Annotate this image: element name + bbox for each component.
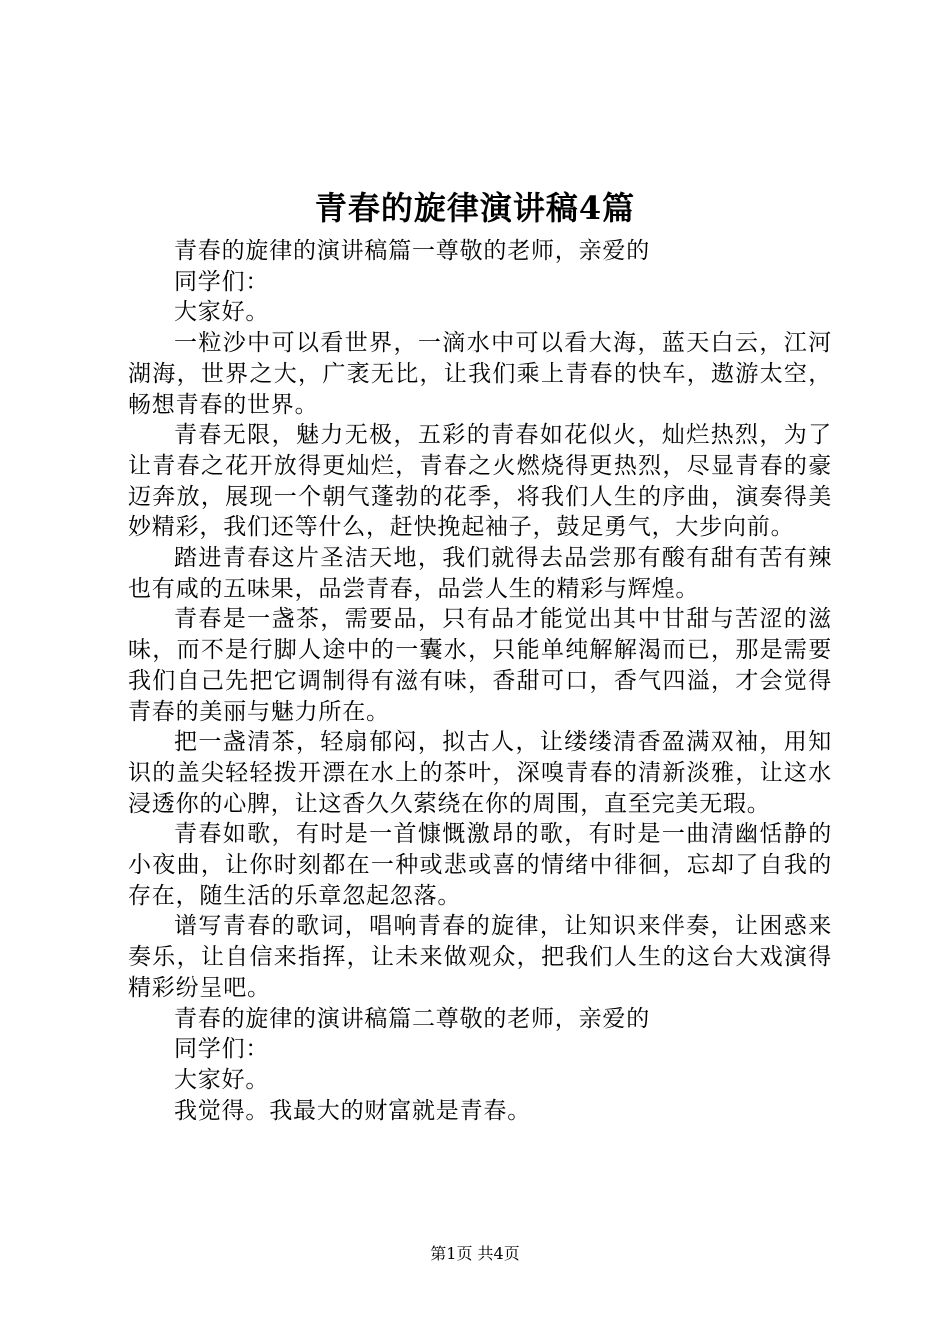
page-footer: 第1页 共4页 [430, 1244, 520, 1263]
paragraph: 大家好。 [174, 1066, 270, 1093]
paragraph: 青春如歌，有时是一首慷慨激昂的歌，有时是一曲清幽恬静的小夜曲，让你时刻都在一种或悲或喜的情绪中徘徊，忘却了自我的存在，随生活的乐章忽起忽落。 [128, 821, 832, 909]
paragraph: 大家好。 [174, 299, 270, 326]
document-title: 青春的旋律演讲稿4篇 [314, 189, 636, 227]
paragraph: 我觉得。我最大的财富就是青春。 [174, 1097, 531, 1124]
paragraph: 青春无限，魅力无极，五彩的青春如花似火，灿烂热烈，为了让青春之花开放得更灿烂，青春之火燃烧得更热烈，尽显青春的豪迈奔放，展现一个朝气蓬勃的花季，将我们人生的序曲，演奏得美妙精彩，我们还等什么，赶快挽起袖子，鼓足勇气，大步向前。 [128, 422, 832, 541]
paragraph: 一粒沙中可以看世界，一滴水中可以看大海，蓝天白云，江河湖海，世界之大，广袤无比，让我们乘上青春的快车，遨游太空，畅想青春的世界。 [128, 330, 832, 418]
paragraph: 青春的旋律的演讲稿篇一尊敬的老师，亲爱的 [174, 238, 650, 264]
document-body [128, 236, 832, 1126]
paragraph: 把一盏清茶，轻扇郁闷，拟古人，让缕缕清香盈满双袖，用知识的盖尖轻轻拨开漂在水上的茶叶，深嗅青春的清新淡雅，让这水浸透你的心脾，让这香久久萦绕在你的周围，直至完美无瑕。 [128, 729, 832, 817]
paragraph: 青春是一盏茶，需要品，只有品才能觉出其中甘甜与苦涩的滋味，而不是行脚人途中的一囊水，只能单纯解解渴而已，那是需要我们自己先把它调制得有滋有味，香甜可口，香气四溢，才会觉得青春的美丽与魅力所在。 [128, 606, 832, 725]
paragraph: 同学们： [174, 1036, 270, 1063]
paragraph: 踏进青春这片圣洁天地，我们就得去品尝那有酸有甜有苦有辣也有咸的五味果，品尝青春，品尝人生的精彩与辉煌。 [128, 545, 832, 602]
paragraph: 谱写青春的歌词，唱响青春的旋律，让知识来伴奏，让困惑来奏乐，让自信来指挥，让未来做观众，把我们人生的这台大戏演得精彩纷呈吧。 [128, 913, 832, 1001]
paragraph: 青春的旋律的演讲稿篇二尊敬的老师，亲爱的 [174, 1005, 650, 1032]
paragraph: 同学们： [174, 268, 270, 295]
